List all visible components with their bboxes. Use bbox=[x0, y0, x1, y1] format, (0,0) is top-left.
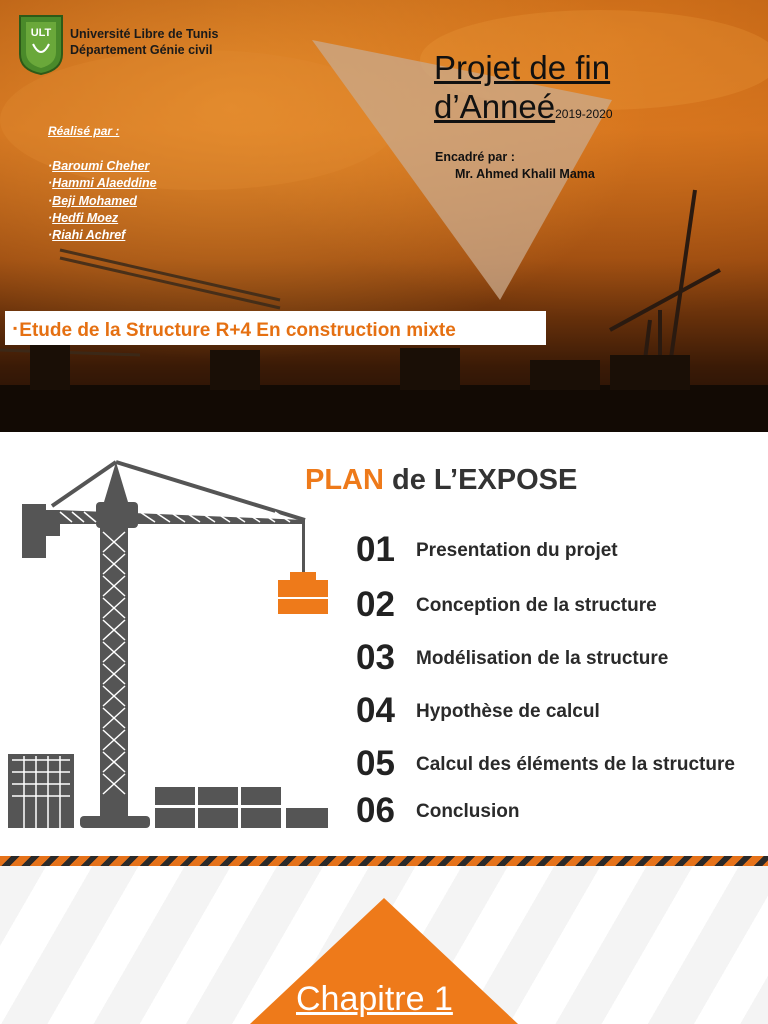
encadre-par-label: Encadré par : bbox=[435, 150, 515, 164]
crane-load-icon bbox=[278, 572, 328, 614]
plan-item-label: Hypothèse de calcul bbox=[416, 701, 600, 722]
plan-item-number: 01 bbox=[356, 530, 395, 569]
university-header bbox=[70, 26, 218, 58]
chapter-slide bbox=[0, 866, 768, 1024]
author-item: ·Riahi Achref bbox=[48, 228, 126, 243]
plan-title-highlight: PLAN bbox=[305, 464, 384, 496]
author-item: ·Hammi Alaeddine bbox=[48, 176, 157, 191]
subject-text: Etude de la Structure R+4 En construction mixte bbox=[19, 320, 456, 341]
plan-item-number: 05 bbox=[356, 744, 395, 783]
plan-item-number: 03 bbox=[356, 638, 395, 677]
plan-item-label: Conclusion bbox=[416, 801, 520, 822]
author-item: ·Baroumi Cheher bbox=[48, 159, 150, 173]
project-title bbox=[434, 48, 613, 134]
tower-crane-illustration bbox=[0, 432, 340, 856]
plan-item-number: 02 bbox=[356, 585, 395, 624]
logo-text: ULT bbox=[30, 27, 52, 39]
author-item: ·Beji Mohamed bbox=[48, 193, 137, 208]
plan-title bbox=[305, 464, 577, 497]
author-item: ·Hedfi Moez bbox=[48, 210, 119, 225]
bullet-icon: ▪ bbox=[13, 321, 18, 335]
supervisor-name: Mr. Ahmed Khalil Mama bbox=[455, 167, 595, 181]
plan-item-label: Calcul des éléments de la structure bbox=[416, 754, 735, 775]
project-year: 2019-2020 bbox=[555, 107, 613, 121]
plan-item-label: Conception de la structure bbox=[416, 595, 657, 616]
plan-item-label: Modélisation de la structure bbox=[416, 648, 669, 669]
plan-item-number: 06 bbox=[356, 791, 395, 830]
project-subject bbox=[5, 311, 546, 345]
university-name: Université Libre de Tunis bbox=[70, 27, 219, 41]
authors-list bbox=[48, 158, 157, 244]
title-slide bbox=[0, 0, 768, 432]
ult-logo bbox=[18, 14, 64, 76]
plan-item-number: 04 bbox=[356, 691, 395, 730]
title-line-1: Projet de fin bbox=[434, 49, 611, 86]
chapter-title: Chapitre 1 bbox=[296, 980, 453, 1018]
plan-title-rest: de L’EXPOSE bbox=[383, 464, 578, 496]
plan-item-label: Presentation du projet bbox=[416, 540, 618, 561]
plan-slide bbox=[0, 432, 768, 856]
department-name: Département Génie civil bbox=[70, 43, 213, 57]
realise-par-label: Réalisé par : bbox=[48, 124, 120, 138]
hazard-stripe-divider bbox=[0, 856, 768, 866]
title-line-2: d’Anneé bbox=[434, 88, 556, 125]
